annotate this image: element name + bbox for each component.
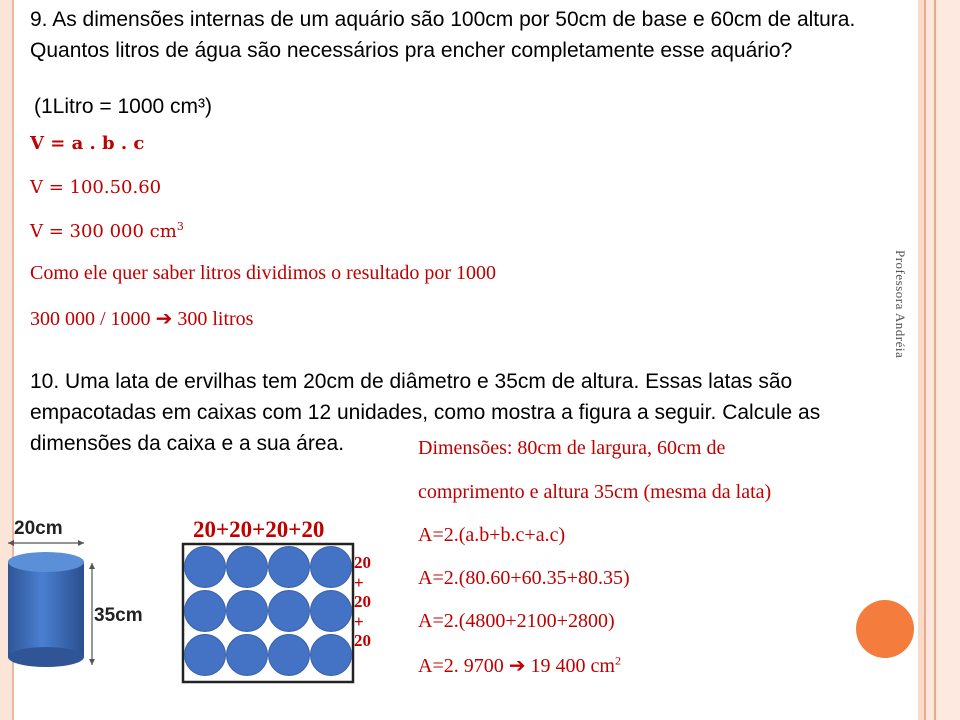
diameter-arrowhead-right	[78, 540, 84, 546]
volume-result	[30, 220, 184, 242]
can-circle	[185, 547, 226, 588]
can-circle	[185, 591, 226, 632]
height-sum-term: 20	[354, 553, 371, 572]
author-label: Professora Andréia	[893, 250, 908, 359]
division-result: 300 litros	[177, 308, 254, 330]
question-9-text: 9. As dimensões internas de um aquário são 100cm por 50cm de base e 60cm de altura. Quantos litros de água são necessários pra encher completamente esse aquário?	[30, 8, 856, 62]
height-sum-term: 20	[354, 631, 371, 650]
volume-result-value: V = 300 000 cm	[30, 221, 177, 242]
liters-explanation: Como ele quer saber litros dividimos o resultado por 1000	[30, 262, 497, 284]
dimensions-line-2: comprimento e altura 35cm (mesma da lata)	[418, 481, 772, 503]
dimensions-line-1: Dimensões: 80cm de largura, 60cm de	[418, 437, 726, 459]
area-result: 19 400 cm	[530, 655, 615, 677]
can-circle	[227, 547, 268, 588]
can-top	[8, 552, 84, 572]
arrow-icon: ➔	[508, 655, 526, 677]
can-circle	[227, 591, 268, 632]
can-height-label: 35cm	[94, 605, 143, 626]
liters-division	[30, 306, 253, 331]
decorative-orange-circle	[856, 600, 914, 658]
can-illustration	[0, 535, 170, 685]
area-result-line	[418, 653, 621, 678]
width-sum-label: 20+20+20+20	[193, 517, 325, 542]
can-circle	[185, 635, 226, 676]
can-circle	[311, 547, 352, 588]
area-products: A=2.(4800+2100+2800)	[418, 610, 615, 632]
can-circle	[269, 547, 310, 588]
can-circle	[311, 591, 352, 632]
area-result-exponent: 2	[614, 653, 621, 668]
volume-result-exponent: 3	[176, 220, 184, 233]
height-sum-label	[354, 553, 371, 651]
slide-right-border	[918, 0, 960, 720]
height-sum-plus: +	[354, 611, 364, 631]
can-circle	[311, 635, 352, 676]
area-sum: A=2. 9700	[418, 655, 504, 677]
can-bottom	[8, 647, 84, 667]
height-arrowhead-bottom	[89, 659, 95, 665]
division-expression: 300 000 / 1000	[30, 308, 151, 330]
volume-formula: V = a . b . c	[30, 133, 145, 154]
arrow-icon: ➔	[155, 308, 173, 330]
question-9-note: (1Litro = 1000 cm³)	[34, 95, 212, 118]
can-circle	[269, 635, 310, 676]
can-diameter-label: 20cm	[14, 518, 63, 539]
height-arrowhead-top	[89, 563, 95, 569]
question-10-text: 10. Uma lata de ervilhas tem 20cm de diâmetro e 35cm de altura. Essas latas são empacotadas em caixas com 12 unidades, como mostra a figura a seguir. Calcule as dimensões da caixa e a sua área.	[30, 370, 821, 455]
volume-substitution: V = 100.50.60	[30, 177, 162, 198]
can-circle	[227, 635, 268, 676]
can-circle	[269, 591, 310, 632]
can-body	[8, 562, 84, 657]
height-sum-plus: +	[354, 572, 364, 592]
area-formula: A=2.(a.b+b.c+a.c)	[418, 524, 566, 546]
diameter-arrowhead-left	[8, 540, 14, 546]
height-sum-term: 20	[354, 592, 371, 611]
area-substitution: A=2.(80.60+60.35+80.35)	[418, 567, 630, 589]
box-of-cans	[180, 542, 360, 687]
